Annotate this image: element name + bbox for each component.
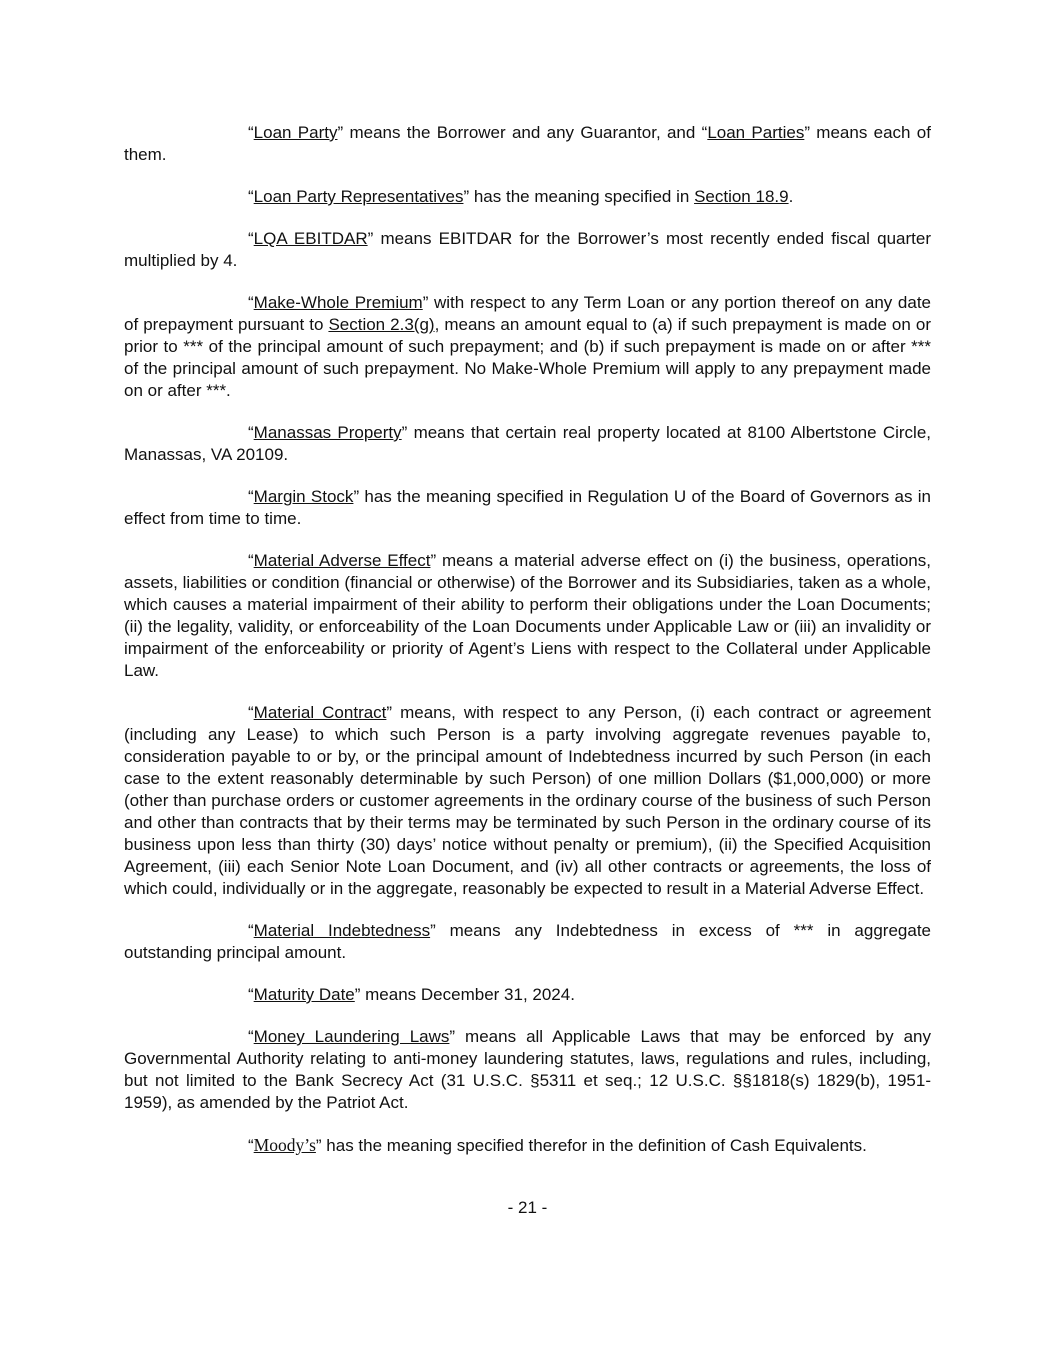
open-quote: “ — [248, 985, 254, 1004]
defined-term: Loan Party — [253, 123, 338, 142]
open-quote: “ — [248, 1136, 254, 1155]
definition-text: ” means any Indebtedness in excess of *** in aggregate outstanding principal amount. — [124, 921, 931, 962]
open-quote: “ — [248, 1027, 254, 1046]
defined-term: Loan Party Representatives — [253, 187, 464, 206]
open-quote: “ — [248, 703, 254, 722]
defined-term: Material Indebtedness — [253, 921, 431, 940]
definition-text: ” means that certain real property located at 8100 Albertstone Circle, Manassas, VA 20109. — [124, 423, 931, 464]
defined-term: Maturity Date — [253, 985, 355, 1004]
definition-loan-party-representatives — [124, 186, 931, 208]
open-quote: “ — [248, 487, 254, 506]
open-quote: “ — [248, 293, 254, 312]
definition-text: ” means December 31, 2024. — [354, 985, 575, 1004]
definition-material-contract — [124, 702, 931, 900]
definition-loan-party — [124, 122, 931, 166]
document-body — [124, 122, 931, 1157]
section-reference: Section 18.9 — [694, 187, 789, 206]
definition-lqa-ebitdar — [124, 228, 931, 272]
defined-term: Loan Parties — [707, 123, 805, 142]
definition-text: ” means each of them. — [124, 123, 931, 164]
defined-term: Make-Whole Premium — [253, 293, 423, 312]
open-quote: “ — [248, 551, 254, 570]
definition-maturity-date — [124, 984, 931, 1006]
definition-moodys — [124, 1134, 931, 1157]
definition-text: . — [788, 187, 794, 206]
page-number: - 21 - — [507, 1198, 548, 1217]
definition-text: , means an amount equal to (a) if such prepayment is made on or prior to *** of the principal amount of such prepayment; and (b) if such prepayment is made on or after *** of the principal amount of such prepayment. No Make-Whole Premium will apply to any prepayment made on or after ***. — [124, 315, 931, 400]
definition-text: ” means all Applicable Laws that may be enforced by any Governmental Authority relating to anti-money laundering statutes, laws, regulations and rules, including, but not limited to the Bank Secrecy Act (31 U.S.C. §5311 et seq.; 12 U.S.C. §§1818(s) 1829(b), 1951-1959), as amended by the Patriot Act. — [124, 1027, 931, 1112]
definition-make-whole-premium — [124, 292, 931, 402]
open-quote: “ — [248, 187, 254, 206]
defined-term: Margin Stock — [253, 487, 354, 506]
defined-term: Material Adverse Effect — [253, 551, 431, 570]
defined-term: Moody’s — [253, 1135, 316, 1155]
definition-manassas-property — [124, 422, 931, 466]
open-quote: “ — [248, 123, 254, 142]
open-quote: “ — [248, 423, 254, 442]
definition-text: ” means the Borrower and any Guarantor, and “ — [337, 123, 708, 142]
definition-text: ” means EBITDAR for the Borrower’s most recently ended fiscal quarter multiplied by 4. — [124, 229, 931, 270]
open-quote: “ — [248, 229, 254, 248]
section-reference: Section 2.3(g) — [328, 315, 435, 334]
open-quote: “ — [248, 921, 254, 940]
definition-material-indebtedness — [124, 920, 931, 964]
definition-text: ” means, with respect to any Person, (i) each contract or agreement (including any Lease) to which such Person is a party involving aggregate revenues payable to, consideration payable to or by, or the principal amount of Indebtedness incurred by such Person (in each case to the extent reasonably determinable by such Person) of one million Dollars ($1,000,000) or more (other than purchase orders or customer agreements in the ordinary course of the business of such Person and other than contracts that by their terms may be terminated by such Person in the ordinary course of its business upon less than thirty (30) days’ notice without penalty or premium), (ii) the Specified Acquisition Agreement, (iii) each Senior Note Loan Document, and (iv) all other contracts or agreements, the loss of which could, individually or in the aggregate, reasonably be expected to result in a Material Adverse Effect. — [124, 703, 931, 898]
definition-text: ” has the meaning specified therefor in the definition of Cash Equivalents. — [315, 1136, 867, 1155]
defined-term: Money Laundering Laws — [253, 1027, 450, 1046]
defined-term: Manassas Property — [253, 423, 402, 442]
defined-term: Material Contract — [253, 703, 387, 722]
definition-margin-stock — [124, 486, 931, 530]
definition-text: ” means a material adverse effect on (i) the business, operations, assets, liabilities or condition (financial or otherwise) of the Borrower and its Subsidiaries, taken as a whole, which causes a material impairment of their ability to perform their obligations under the Loan Documents; (ii) the legality, validity, or enforceability of the Loan Documents under Applicable Law or (iii) an invalidity or impairment of the enforceability or priority of Agent’s Liens with respect to the Collateral under Applicable Law. — [124, 551, 931, 680]
definition-text: ” has the meaning specified in Regulation U of the Board of Governors as in effect from time to time. — [124, 487, 932, 528]
defined-term: LQA EBITDAR — [253, 229, 368, 248]
definition-money-laundering-laws — [124, 1026, 931, 1114]
definition-text: ” has the meaning specified in — [463, 187, 695, 206]
definition-text: ” with respect to any Term Loan or any portion thereof on any date of prepayment pursuant to — [124, 293, 931, 334]
definition-material-adverse-effect — [124, 550, 931, 682]
